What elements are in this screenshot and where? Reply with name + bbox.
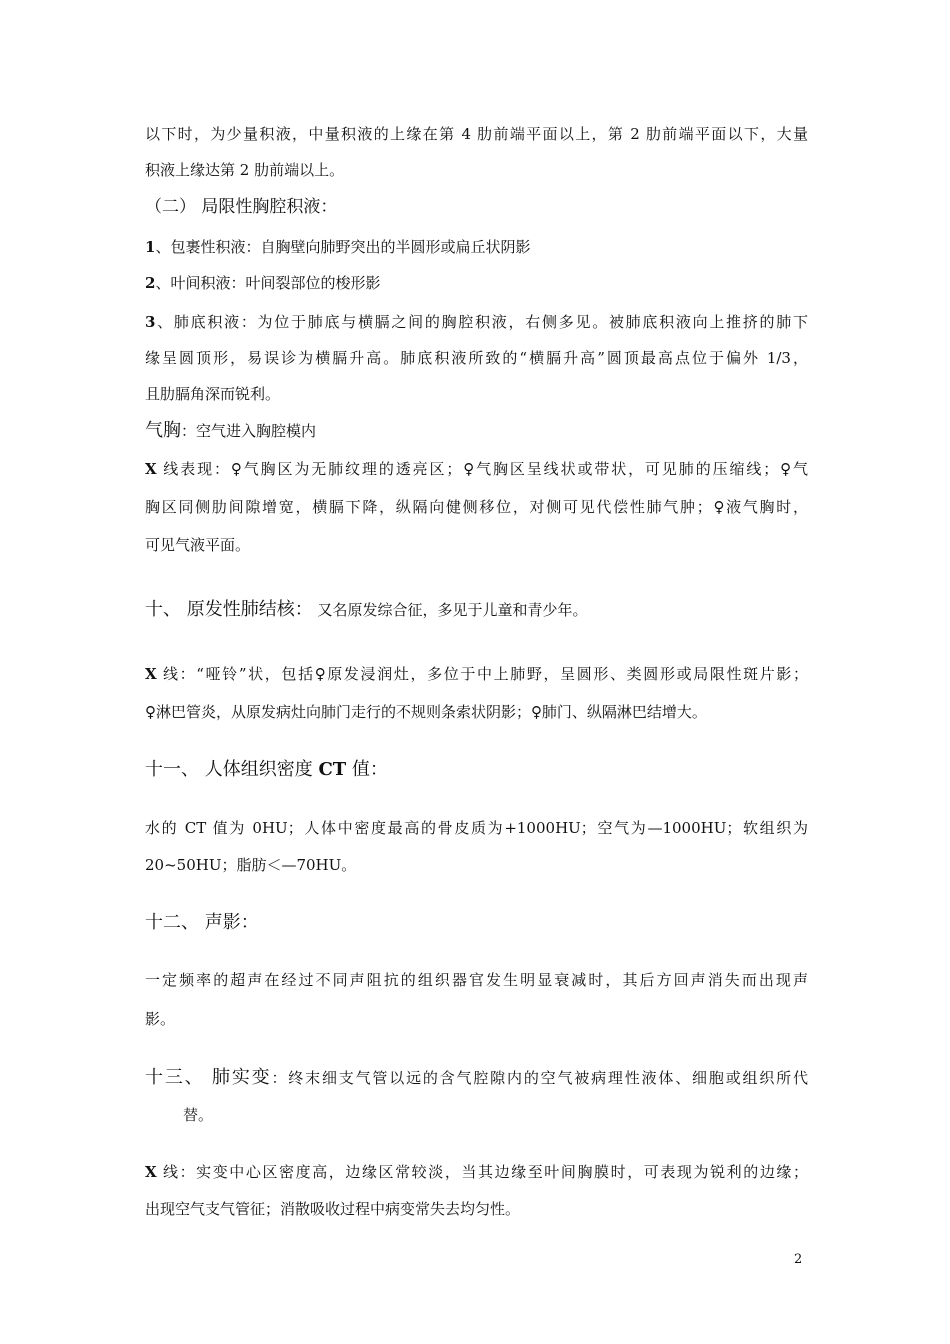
body-line bbox=[145, 1199, 808, 1219]
line-text: 水的 CT 值为 0HU；人体中密度最高的骨皮质为+1000HU；空气为—1000HU；软组织为 bbox=[145, 819, 808, 837]
heading-desc: ：终末细支气管以远的含气腔隙内的空气被病理性液体、细胞或组织所代 bbox=[271, 1069, 808, 1087]
line-text: 影。 bbox=[145, 1010, 176, 1028]
body-line bbox=[145, 160, 808, 180]
body-line bbox=[145, 348, 808, 368]
body-line bbox=[145, 702, 808, 722]
section-heading bbox=[145, 1068, 808, 1088]
line-text: 线表现：♀气胸区为无肺纹理的透亮区；♀气胸区呈线状或带状，可见肺的压缩线；♀气 bbox=[156, 460, 808, 478]
heading-text: 气胸 bbox=[145, 420, 181, 441]
body-line bbox=[145, 818, 808, 838]
line-text: 可见气液平面。 bbox=[145, 536, 251, 554]
list-item bbox=[145, 312, 808, 332]
line-text: 缘呈圆顶形，易误诊为横膈升高。肺底积液所致的“横膈升高”圆顶最高点位于偏外 1/3， bbox=[145, 349, 808, 367]
body-line bbox=[145, 384, 808, 404]
heading-text: （二） 局限性胸腔积液： bbox=[145, 197, 338, 217]
line-text: 积液上缘达第 2 肋前端以上。 bbox=[145, 161, 345, 179]
list-number: 2 bbox=[145, 274, 156, 292]
heading-desc: ：空气进入胸腔模内 bbox=[181, 422, 317, 440]
heading-text: 十一、 人体组织密度 bbox=[145, 759, 319, 780]
line-text: 替。 bbox=[183, 1106, 214, 1124]
body-line bbox=[145, 1009, 808, 1029]
section-heading bbox=[145, 600, 808, 620]
heading-text: 十三、 肺实变 bbox=[145, 1067, 272, 1088]
line-text: 且肋膈角深而锐利。 bbox=[145, 385, 281, 403]
body-line bbox=[145, 535, 808, 555]
heading-desc: 又名原发综合征，多见于儿童和青少年。 bbox=[312, 601, 588, 619]
body-line bbox=[145, 124, 808, 144]
body-line bbox=[145, 459, 808, 479]
line-text: 以下时，为少量积液，中量积液的上缘在第 4 肋前端平面以上，第 2 肋前端平面以下，大量 bbox=[145, 125, 808, 143]
body-line bbox=[145, 497, 808, 517]
x-label: X bbox=[145, 665, 157, 683]
section-heading bbox=[145, 913, 808, 933]
line-text: 线：实变中心区密度高，边缘区常较淡，当其边缘至叶间胸膜时，可表现为锐利的边缘； bbox=[156, 1163, 808, 1181]
list-text: 、肺底积液：为位于肺底与横膈之间的胸腔积液，右侧多见。被肺底积液向上推挤的肺下 bbox=[155, 313, 808, 331]
heading-ct: CT bbox=[318, 759, 347, 780]
body-line bbox=[145, 855, 808, 875]
list-item bbox=[145, 273, 808, 293]
line-text: 20~50HU；脂肪＜—70HU。 bbox=[145, 856, 357, 874]
line-text: 胸区同侧肋间隙增宽，横膈下降，纵隔向健侧移位，对侧可见代偿性肺气肿；♀液气胸时， bbox=[145, 498, 808, 516]
page-number: 2 bbox=[794, 1252, 803, 1267]
section-heading bbox=[145, 760, 808, 780]
heading-text: 十、 原发性肺结核： bbox=[145, 599, 313, 620]
body-line bbox=[145, 1162, 808, 1182]
list-text: 、叶间积液：叶间裂部位的梭形影 bbox=[155, 274, 381, 292]
x-label: X bbox=[145, 460, 157, 478]
body-line bbox=[145, 664, 808, 684]
heading-tail: 值： bbox=[346, 759, 388, 780]
body-line bbox=[183, 1105, 808, 1125]
line-text: 一定频率的超声在经过不同声阻抗的组织器官发生明显衰减时，其后方回声消失而出现声 bbox=[145, 971, 808, 989]
section-heading bbox=[145, 197, 808, 217]
list-text: 、包裹性积液：自胸壁向肺野突出的半圆形或扁丘状阴影 bbox=[155, 238, 531, 256]
section-heading bbox=[145, 421, 808, 441]
list-number: 1 bbox=[145, 238, 156, 256]
line-text: ♀淋巴管炎，从原发病灶向肺门走行的不规则条索状阴影；♀肺门、纵隔淋巴结增大。 bbox=[145, 703, 707, 721]
list-item bbox=[145, 237, 808, 257]
x-label: X bbox=[145, 1163, 157, 1181]
line-text: 线：“哑铃”状，包括♀原发浸润灶，多位于中上肺野，呈圆形、类圆形或局限性斑片影； bbox=[156, 665, 808, 683]
heading-text: 十二、 声影： bbox=[145, 912, 259, 933]
list-number: 3 bbox=[145, 313, 156, 331]
body-line bbox=[145, 970, 808, 990]
line-text: 出现空气支气管征；消散吸收过程中病变常失去均匀性。 bbox=[145, 1200, 521, 1218]
